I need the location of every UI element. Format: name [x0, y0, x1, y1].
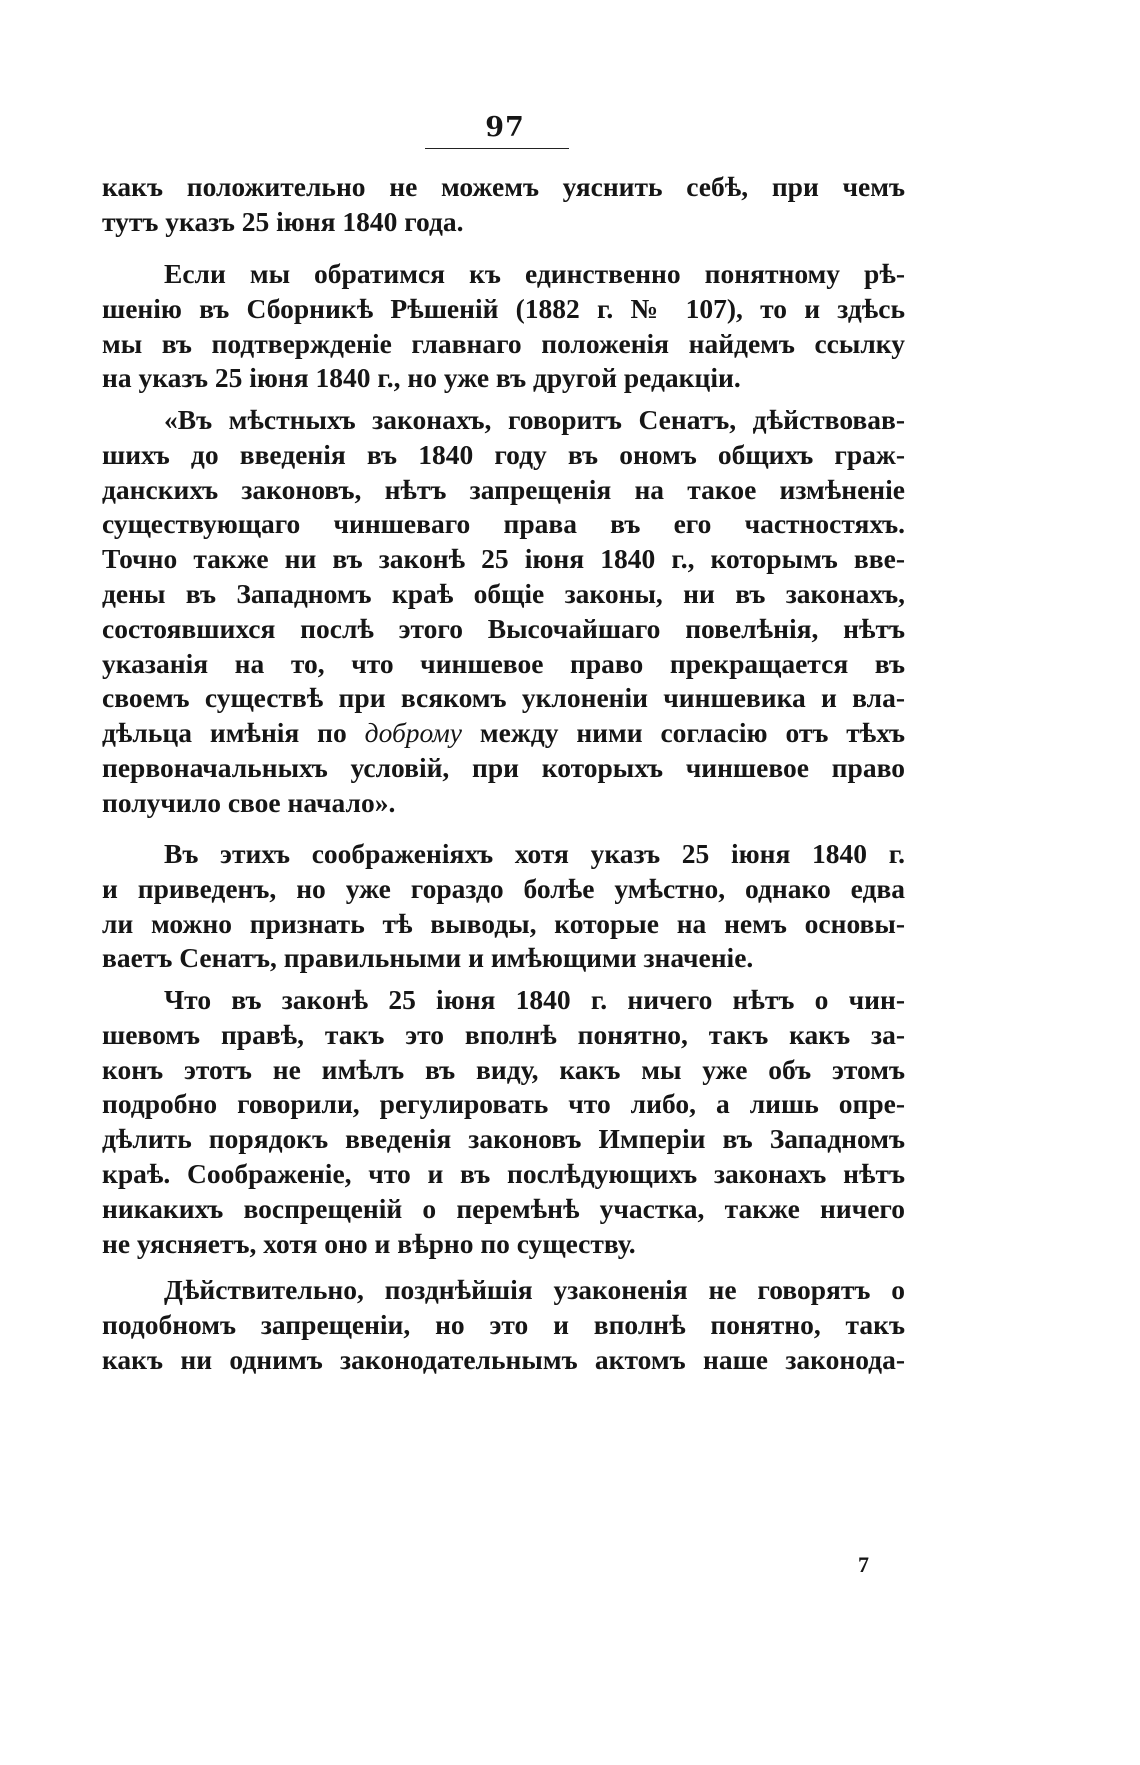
paragraph-6 [102, 1273, 905, 1377]
text-line-with-emphasis [102, 716, 905, 751]
text-line: дены въ Западномъ краѣ общіе законы, ни въ законахъ, [102, 577, 905, 609]
line-segment: между ними согласію отъ тѣхъ [479, 717, 905, 749]
page-number: 97 [485, 112, 525, 143]
text-line: конъ этотъ не имѣлъ въ виду, какъ мы уже объ этомъ [102, 1053, 905, 1085]
text-line: подобномъ запрещеніи, но это и вполнѣ понятно, такъ [102, 1308, 905, 1340]
paragraph-1 [102, 170, 905, 240]
text-line: краѣ. Соображеніе, что и въ послѣдующихъ законахъ нѣтъ [102, 1157, 905, 1189]
line-segment: дѣльца имѣнія по [102, 717, 347, 749]
paragraph-3-quotation [102, 403, 905, 821]
paragraph-5 [102, 983, 905, 1261]
text-line: шихъ до введенія въ 1840 году въ ономъ общихъ граж- [102, 438, 905, 470]
text-line: тутъ указъ 25 іюня 1840 года. [102, 205, 464, 237]
text-line: Что въ законѣ 25 іюня 1840 г. ничего нѣтъ о чин- [164, 984, 905, 1015]
text-line: данскихъ законовъ, нѣтъ запрещенія на такое измѣненіе [102, 473, 905, 505]
text-line: подробно говорили, регулировать что либо, а лишь опре- [102, 1088, 905, 1120]
signature-mark: 7 [858, 1552, 869, 1577]
text-line: шенію въ Сборникѣ Рѣшеній (1882 г. № 107), то и здѣсь [102, 292, 905, 324]
paragraph-4 [102, 837, 905, 976]
text-line: дѣлить порядокъ введенія законовъ Имперіи въ Западномъ [102, 1123, 905, 1155]
text-line: Если мы обратимся къ единственно понятному рѣ- [164, 258, 905, 289]
text-line: на указъ 25 іюня 1840 г., но уже въ другой редакціи. [102, 362, 741, 394]
text-line: не уясняетъ, хотя оно и вѣрно по существу. [102, 1227, 636, 1259]
text-line: ваетъ Сенатъ, правильными и имѣющими значеніе. [102, 942, 754, 974]
text-line: никакихъ воспрещеній о перемѣнѣ участка, также ничего [102, 1192, 905, 1224]
text-line: какъ ни однимъ законодательнымъ актомъ наше законода- [102, 1343, 905, 1375]
text-line: какъ положительно не можемъ уяснить себѣ, при чемъ [102, 171, 905, 202]
text-line: своемъ существѣ при всякомъ уклоненіи чиншевика и вла- [102, 682, 905, 714]
emphasized-word: доброму [364, 717, 463, 749]
text-line: получило свое начало». [102, 786, 396, 818]
text-line: ли можно признать тѣ выводы, которые на немъ основы- [102, 907, 905, 939]
text-line: первоначальныхъ условій, при которыхъ чиншевое право [102, 751, 905, 783]
text-line: указанія на то, что чиншевое право прекращается въ [102, 647, 905, 679]
text-line: мы въ подтвержденіе главнаго положенія найдемъ ссылку [102, 327, 905, 359]
text-line: Дѣйствительно, позднѣйшія узаконенія не говорятъ о [164, 1274, 905, 1305]
text-line: «Въ мѣстныхъ законахъ, говоритъ Сенатъ, дѣйствовав- [164, 404, 905, 435]
text-line: шевомъ правѣ, такъ это вполнѣ понятно, такъ какъ за- [102, 1018, 905, 1050]
header-rule [425, 148, 569, 149]
text-line: Въ этихъ соображеніяхъ хотя указъ 25 іюня 1840 г. [164, 838, 905, 869]
text-line: Точно также ни въ законѣ 25 іюня 1840 г., которымъ вве- [102, 543, 905, 575]
paragraph-2 [102, 257, 905, 396]
text-line: и приведенъ, но уже гораздо болѣе умѣстно, однако едва [102, 872, 905, 904]
text-line: существующаго чиншеваго права въ его частностяхъ. [102, 508, 905, 540]
text-line: состоявшихся послѣ этого Высочайшаго повелѣнія, нѣтъ [102, 612, 905, 644]
